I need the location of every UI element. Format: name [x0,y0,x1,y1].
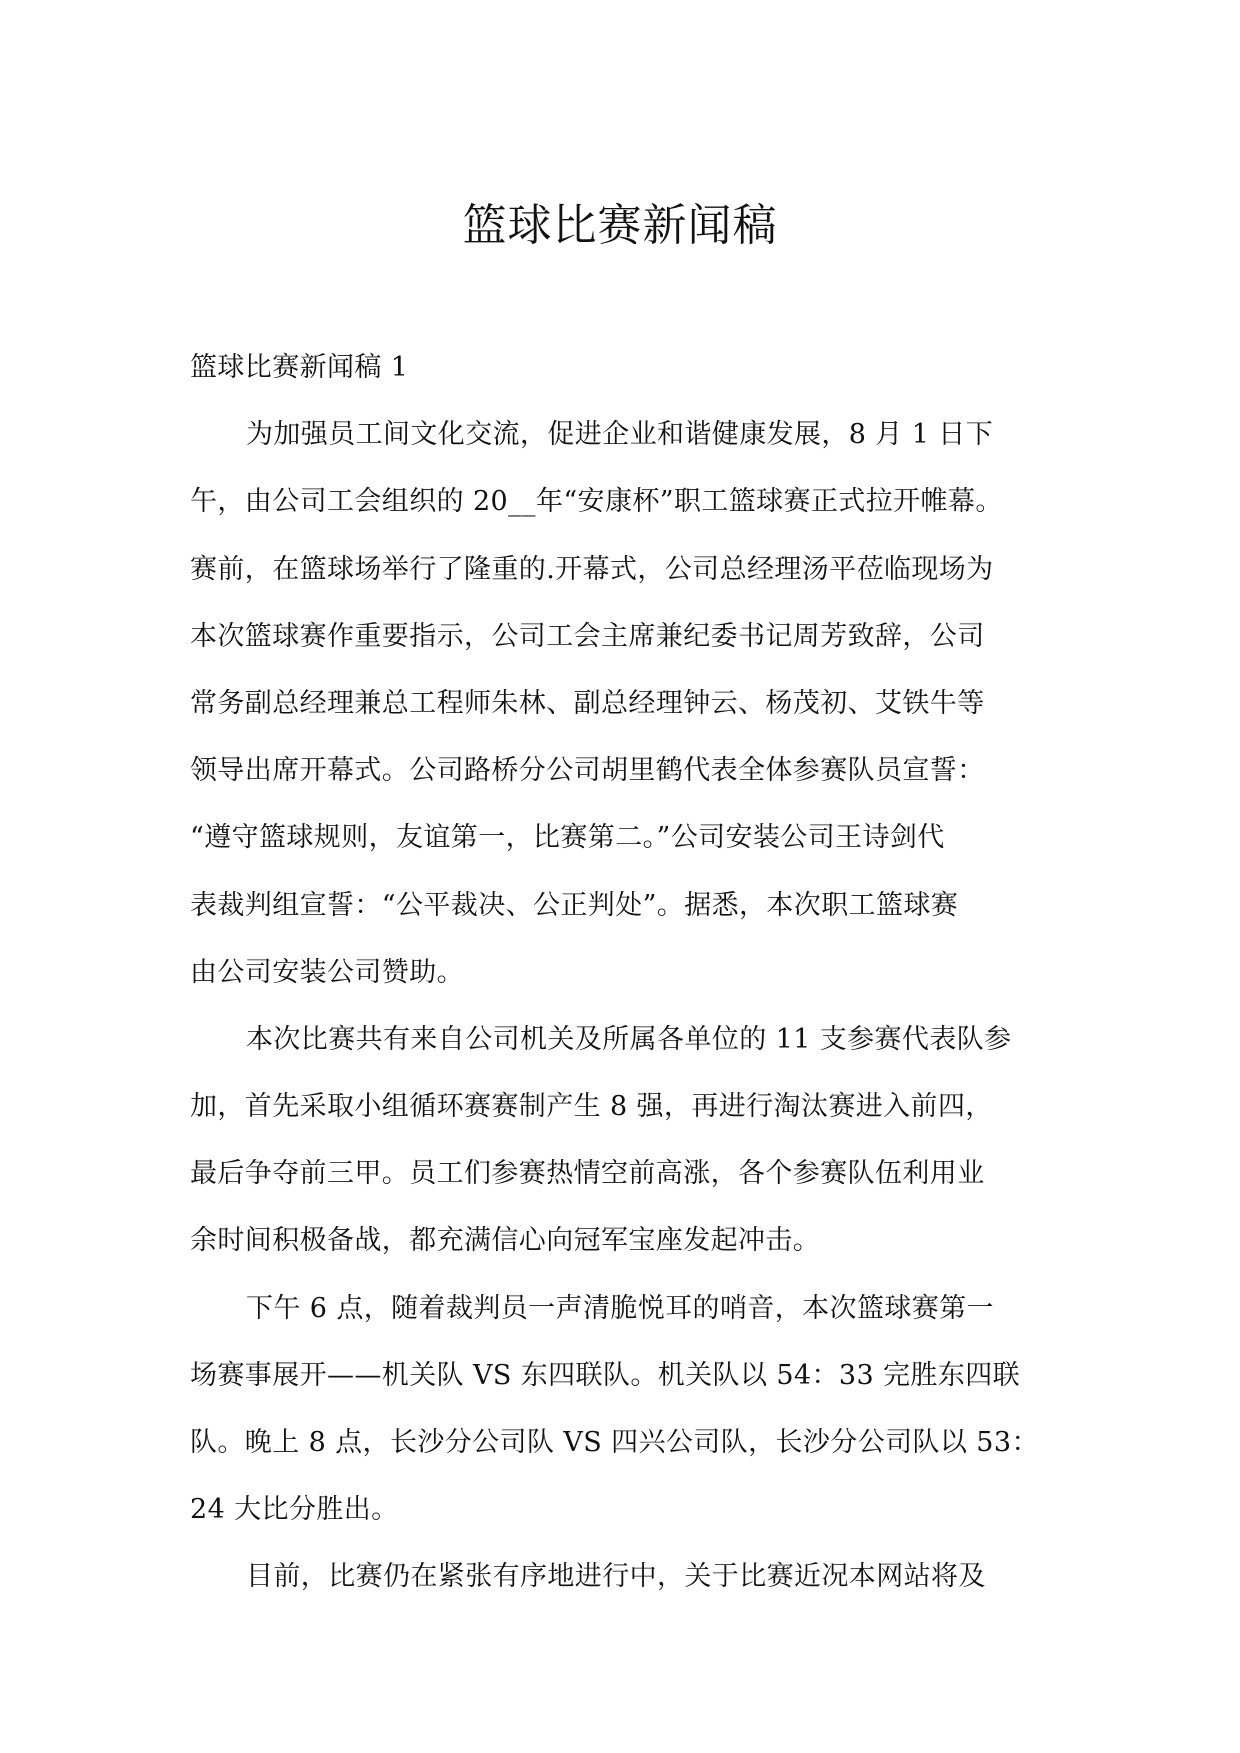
paragraph-line: 余时间积极备战，都充满信心向冠军宝座发起冲击。 [190,1225,821,1257]
paragraph-line: 赛前，在篮球场举行了隆重的.开幕式，公司总经理汤平莅临现场为 [190,553,994,585]
paragraph-line: 午，由公司工会组织的 20__年“安康杯”职工篮球赛正式拉开帷幕。 [190,486,1003,518]
paragraph-line: 队。晚上 8 点，长沙分公司队 VS 四兴公司队，长沙分公司队以 53： [190,1427,1039,1458]
paragraph-line: 下午 6 点，随着裁判员一声清脆悦耳的哨音，本次篮球赛第一 [246,1292,994,1324]
paragraph-line: 目前，比赛仍在紧张有序地进行中，关于比赛近况本网站将及 [246,1561,986,1593]
paragraph-line: 场赛事展开——机关队 VS 东四联队。机关队以 54：33 完胜东四联 [190,1359,1021,1391]
paragraph-line: 加，首先采取小组循环赛赛制产生 8 强，再进行淘汰赛进入前四， [190,1091,993,1123]
paragraph-line: 最后争夺前三甲。员工们参赛热情空前高涨，各个参赛队伍利用业 [190,1158,985,1190]
paragraph-line: 24 大比分胜出。 [190,1494,399,1526]
paragraph-line: 本次篮球赛作重要指示，公司工会主席兼纪委书记周芳致辞，公司 [190,620,985,652]
paragraph-line: “遵守篮球规则，友谊第一，比赛第二。”公司安装公司王诗剑代 [190,822,945,854]
document-body [190,346,1090,1623]
paragraph-line: 领导出席开幕式。公司路桥分公司胡里鹤代表全体参赛队员宣誓： [190,755,985,787]
document-title: 篮球比赛新闻稿 [462,200,778,251]
paragraph-line: 由公司安装公司赞助。 [190,956,464,988]
paragraph-line: 常务副总经理兼总工程师朱林、副总经理钟云、杨茂初、艾铁牛等 [190,687,985,719]
paragraph-line: 为加强员工间文化交流，促进企业和谐健康发展，8 月 1 日下 [246,419,994,451]
paragraph-line: 本次比赛共有来自公司机关及所属各单位的 11 支参赛代表队参 [246,1023,1012,1055]
subtitle-line: 篮球比赛新闻稿 1 [190,352,409,383]
paragraph-line: 表裁判组宣誓：“公平裁决、公正判处”。据悉，本次职工篮球赛 [190,889,959,921]
